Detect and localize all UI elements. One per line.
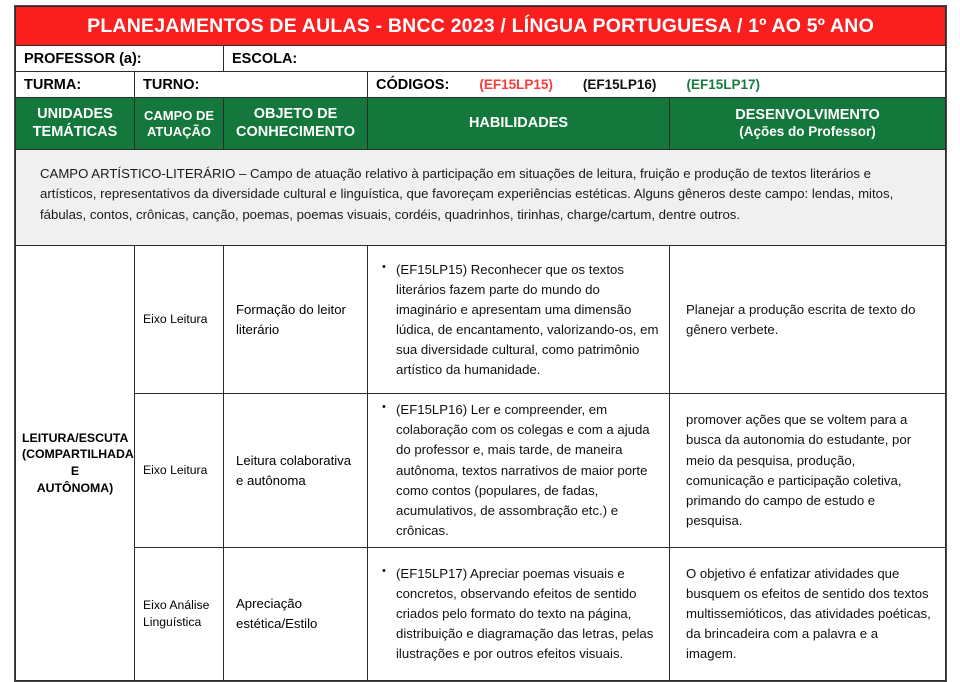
campo-atuacao-cell: Eixo Leitura	[135, 246, 224, 394]
unidade-tematica-line1: LEITURA/ESCUTA	[22, 430, 129, 445]
table-row	[16, 246, 946, 394]
field-description-cell	[16, 150, 946, 246]
column-header-row	[16, 98, 946, 150]
desenvolvimento-cell: Planejar a produção escrita de texto do gênero verbete.	[670, 246, 946, 394]
table-row	[16, 394, 946, 547]
unidade-tematica-cell	[16, 246, 135, 680]
page-title: PLANEJAMENTOS DE AULAS - BNCC 2023 / LÍNGUA PORTUGUESA / 1º AO 5º ANO	[87, 15, 874, 37]
unidade-tematica-line2: (COMPARTILHADA E	[22, 447, 134, 479]
planning-table-sheet	[14, 5, 947, 682]
professor-field[interactable]: PROFESSOR (a):	[16, 46, 224, 72]
header-habilidades: HABILIDADES	[368, 98, 670, 150]
table-row	[16, 547, 946, 680]
school-field[interactable]: ESCOLA:	[224, 46, 946, 72]
codigos-field[interactable]	[368, 72, 946, 98]
habilidades-cell	[368, 246, 670, 394]
title-bar	[16, 7, 946, 46]
class-shift-codes-row	[16, 72, 946, 98]
professor-school-row	[16, 46, 946, 72]
campo-atuacao-cell: Eixo Análise Linguística	[135, 547, 224, 680]
codigos-label: CÓDIGOS:	[376, 76, 450, 93]
objeto-conhecimento-cell: Leitura colaborativa e autônoma	[224, 394, 368, 547]
code-ef15lp15: (EF15LP15)	[479, 76, 553, 92]
header-objeto-line1: OBJETO DE	[253, 106, 338, 123]
habilidade-item: • (EF15LP17) Apreciar poemas visuais e concretos, observando efeitos de sentido criados pelo formato do texto na página, distribuição e diagramação das letras, pelas ilustrações e por outros efeitos visuais.	[396, 564, 659, 664]
header-unidades-tematicas	[16, 98, 135, 150]
objeto-conhecimento-cell: Apreciação estética/Estilo	[224, 547, 368, 680]
code-ef15lp16: (EF15LP16)	[582, 76, 657, 92]
header-desenvolvimento	[670, 98, 946, 150]
header-desenvolvimento-line1: DESENVOLVIMENTO	[735, 106, 880, 123]
field-description-text: CAMPO ARTÍSTICO-LITERÁRIO – Campo de atuação relativo à participação em situações de leitura, fruição e produção de textos literários e artísticos, representativos da diversidade cultural e linguística, que favoreçam experiências estéticas. Alguns gêneros deste campo: lendas, mitos, fábulas, contos, crônicas, canção, poemas, poemas visuais, cordéis, quadrinhos, tirinhas, charge/cartum, dentre outros.	[40, 166, 894, 222]
header-unidades-line1: UNIDADES	[37, 106, 113, 123]
habilidades-list	[374, 260, 659, 380]
header-objeto-line2: CONHECIMENTO	[236, 123, 355, 140]
habilidades-list	[374, 400, 659, 540]
header-unidades-line2: TEMÁTICAS	[32, 123, 118, 140]
header-desenvolvimento-line2: (Ações do Professor)	[739, 124, 876, 140]
planning-table	[15, 6, 946, 681]
habilidades-cell	[368, 547, 670, 680]
objeto-conhecimento-cell: Formação do leitor literário	[224, 246, 368, 394]
campo-atuacao-cell: Eixo Leitura	[135, 394, 224, 547]
desenvolvimento-cell: O objetivo é enfatizar atividades que busquem os efeitos de sentido dos textos multissemióticos, das atividades poéticas, da brincadeira com a palavra e a imagem.	[670, 547, 946, 680]
header-campo-line1: CAMPO DE	[143, 107, 215, 123]
header-campo-atuacao	[135, 98, 224, 150]
unidade-tematica-line3: AUTÔNOMA)	[36, 480, 114, 495]
turma-field[interactable]: TURMA:	[16, 72, 135, 98]
header-objeto-conhecimento	[224, 98, 368, 150]
header-campo-line2: ATUAÇÃO	[146, 123, 212, 139]
title-row	[16, 7, 946, 46]
habilidades-cell	[368, 394, 670, 547]
code-ef15lp17: (EF15LP17)	[686, 76, 760, 92]
turno-field[interactable]: TURNO:	[135, 72, 368, 98]
field-description-row	[16, 150, 946, 246]
habilidades-list	[374, 564, 659, 664]
desenvolvimento-cell: promover ações que se voltem para a busca da autonomia do estudante, por meio da pesquisa, produção, comunicação e participação coletiva, primando do campo de estudo e pesquisa.	[670, 394, 946, 547]
habilidade-item: • (EF15LP16) Ler e compreender, em colaboração com os colegas e com a ajuda do professor e, mais tarde, de maneira autônoma, textos narrativos de maior porte como contos (populares, de fadas, acumulativos, de assombração etc.) e crônicas.	[396, 400, 659, 540]
habilidade-item: • (EF15LP15) Reconhecer que os textos literários fazem parte do mundo do imaginário e apresentam uma dimensão lúdica, de encantamento, valorizando-os, em sua diversidade cultural, como patrimônio artístico da humanidade.	[396, 260, 659, 380]
